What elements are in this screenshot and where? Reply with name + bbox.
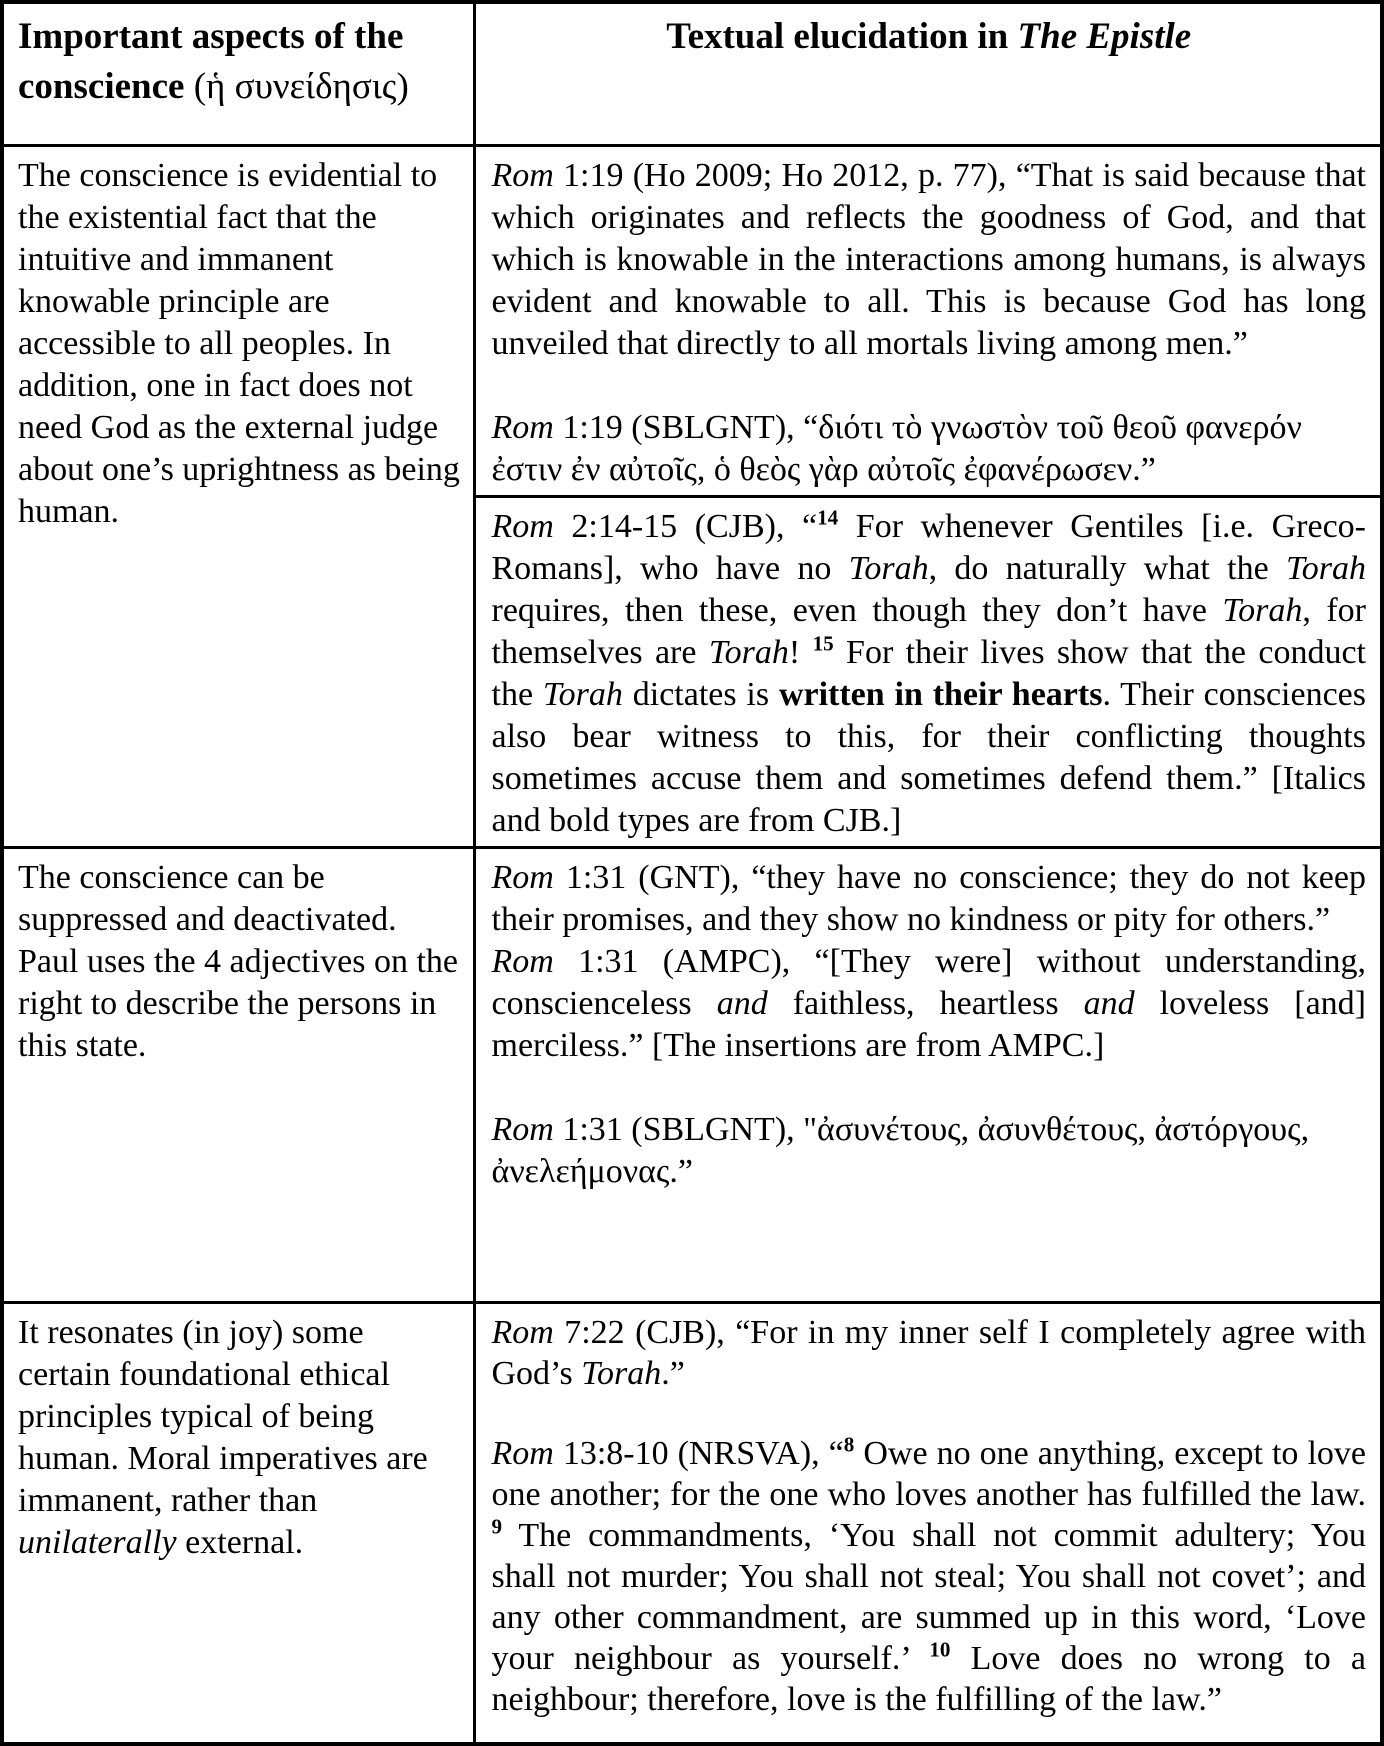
text-run: 2:14-15 (CJB), “ [553,507,818,545]
text-run: Love does no wrong to a neighbour; therefore, love is the fulfilling of the law.” [491,1639,1366,1718]
text-run: faithless, heartless [767,984,1084,1022]
text-run: .” [661,1354,685,1392]
text-run: and [1083,984,1135,1022]
text-run: The conscience can be suppressed and deactivated. Paul uses the 4 adjectives on the right to describe the persons in this state. [18,858,459,1064]
text-run: requires, then these, even though they don’t have [491,591,1223,629]
paragraph-rom-1-31-ampc [492,941,1367,1067]
text-run: , do naturally what the [928,549,1286,587]
text-run: written in their hearts [778,675,1103,713]
text-run: For whenever Gentiles [i.e. Greco-Romans], who have no [491,507,1366,587]
header-textual-elucidation [474,2,1382,145]
text-run: 15 [812,631,834,656]
text-run: Torah [581,1354,662,1392]
row3-aspect-text [18,1312,461,1564]
paragraph-rom-1-31-sblgnt [492,1109,1367,1193]
text-run: The commandments, ‘You shall not commit adultery; You shall not murder; You shall not steal; You shall not covet’; and any other commandment, are summed up in this word, ‘Love your neighbour as yourself.’ [491,1516,1366,1677]
text-run: 8 [843,1432,855,1457]
text-run: 10 [929,1637,951,1662]
row1-aspect-text [18,155,461,533]
paragraph-rom-1-31-gnt [492,857,1367,941]
text-run: , for themselves are [491,591,1366,671]
text-run: Rom [491,507,554,545]
row1-elucidation-cell-b [474,496,1382,847]
text-run: 1:19 (SBLGNT), “διότι τὸ γνωστὸν τοῦ θεοῦ φανερόν ἐστιν ἐν αὐτοῖς, ὁ θεὸς γὰρ αὐτοῖς ἐφανέρωσεν.” [491,408,1302,488]
row1-elucidation-cell-a [474,145,1382,496]
text-run: Torah [708,633,789,671]
paragraph-rom-1-19-sblgnt [492,407,1367,491]
text-run: external. [176,1523,304,1561]
text-run: and [716,984,768,1022]
text-run: Torah [1285,549,1366,587]
header-important-aspects [2,2,474,145]
paragraph-rom-2-14-15-cjb [492,506,1367,842]
text-run: 9 [491,1514,503,1539]
text-run: Torah [542,675,623,713]
text-run: Rom [491,408,554,446]
row1-aspect-cell [2,145,474,847]
paragraph-rom-13-8-10-nrsva [492,1433,1367,1720]
row3-elucidation-cell [474,1302,1382,1744]
row2-aspect-text [18,857,461,1067]
text-run: dictates is [622,675,779,713]
text-run: ! [788,633,813,671]
row2-aspect-cell [2,847,474,1302]
text-run: 1:31 (GNT), “they have no conscience; they do not keep their promises, and they show no kindness or pity for others.” [491,858,1366,938]
text-run: Important aspects of the conscience [18,16,404,107]
row3-aspect-cell [2,1302,474,1744]
text-run: The conscience is evidential to the existential fact that the intuitive and immanent knowable principle are accessible to all peoples. In addition, one in fact does not need God as the external judge about one’s uprightness as being human. [18,156,460,530]
text-run: loveless [and] merciless.” [The insertions are from AMPC.] [491,984,1366,1064]
text-run: 1:31 (AMPC), “[They were] without understanding, conscienceless [491,942,1366,1022]
text-run: 14 [817,505,839,530]
text-run: Rom [491,1110,554,1148]
text-run: Rom [491,156,554,194]
text-run: Rom [491,942,554,980]
text-run: Torah [1222,591,1303,629]
text-run: For their lives show that the conduct the [491,633,1366,713]
text-run: Torah [848,549,929,587]
text-run: unilaterally [18,1523,177,1561]
text-run: 13:8-10 (NRSVA), “ [553,1434,844,1472]
text-run: Owe no one anything, except to love one another; for the one who loves another has fulfilled the law. [491,1434,1366,1513]
text-run: (ἡ συνείδησις) [184,66,409,107]
paragraph-rom-1-19-ho [492,155,1367,365]
text-run: . Their consciences also bear witness to this, for their conflicting thoughts sometimes accuse them and sometimes defend them.” [Italics and bold types are from CJB.] [491,675,1366,839]
paragraph-rom-7-22-cjb [492,1312,1367,1394]
text-run: 1:19 (Ho 2009; Ho 2012, p. 77), “That is said because that which originates and reflects the goodness of God, and that which is knowable in the interactions among humans, is always evident and knowable to all. This is because God has long unveiled that directly to all mortals living among men.” [491,156,1366,362]
row2-elucidation-cell [474,847,1382,1302]
text-run: Rom [491,858,554,896]
text-run: Rom [491,1434,554,1472]
text-run: Textual elucidation in [666,16,1018,57]
text-run: It resonates (in joy) some certain foundational ethical principles typical of being human. Moral imperatives are immanent, rather than [18,1313,428,1519]
text-run: 7:22 (CJB), “For in my inner self I completely agree with God’s [491,1313,1366,1392]
text-run: 1:31 (SBLGNT), "ἀσυνέτους, ἀσυνθέτους, ἀστόργους, ἀνελεήμονας.” [491,1110,1310,1190]
text-run: The Epistle [1017,16,1192,57]
text-run: Rom [491,1313,554,1351]
